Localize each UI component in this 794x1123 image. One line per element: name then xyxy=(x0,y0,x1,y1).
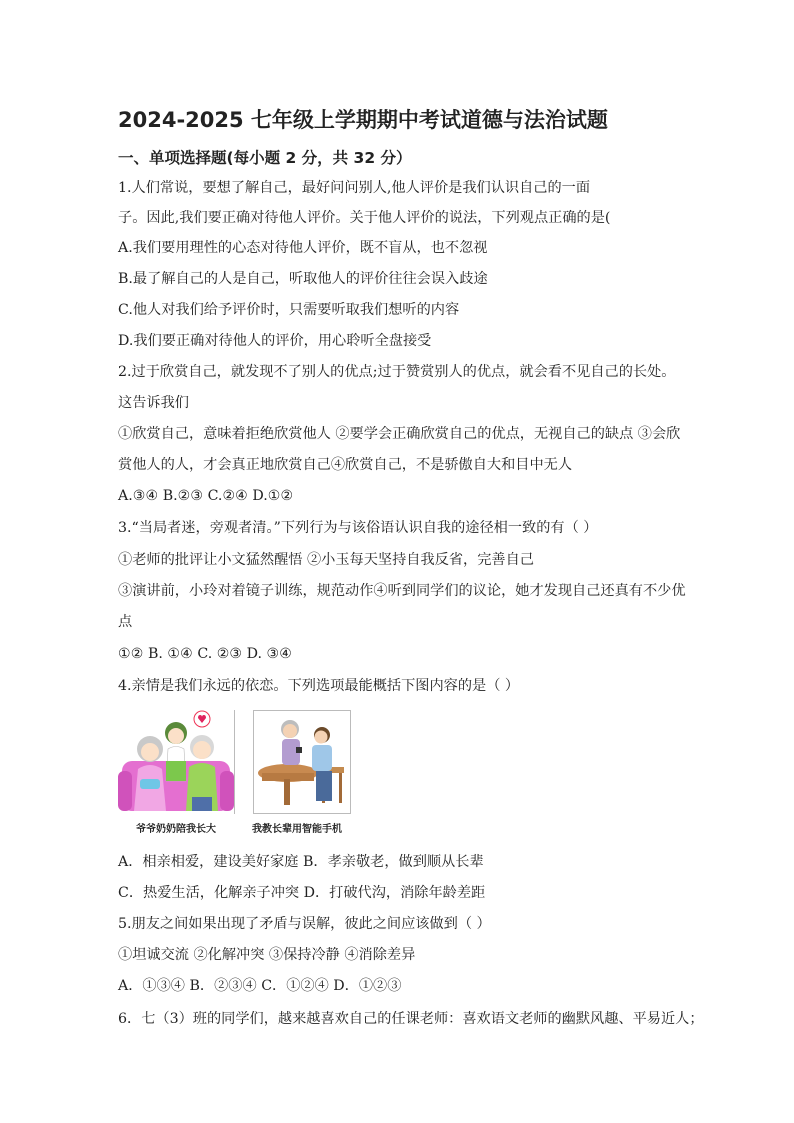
question-3-statements-1: ①老师的批评让小文猛然醒悟 ②小玉每天坚持自我反省，完善自己 xyxy=(118,552,534,568)
question-1-option-d: D.我们要正确对待他人的评价，用心聆听全盘接受 xyxy=(118,333,432,349)
question-1-line-1: 1.人们常说，要想了解自己，最好问问别人,他人评价是我们认识自己的一面 xyxy=(118,180,591,196)
question-1-option-a: A.我们要用理性的心态对待他人评价，既不盲从，也不忽视 xyxy=(118,240,488,256)
left-figure-caption: 爷爷奶奶陪我长大 xyxy=(136,824,216,835)
question-2-line-2: 这告诉我们 xyxy=(118,395,189,411)
exam-title: 2024-2025 七年级上学期期中考试道德与法治试题 xyxy=(118,108,608,132)
grandparents-illustration xyxy=(118,709,234,813)
question-5-statements: ①坦诚交流 ②化解冲突 ③保持冷静 ④消除差异 xyxy=(118,947,416,963)
right-figure-caption: 我教长辈用智能手机 xyxy=(252,824,342,835)
question-2-line-1: 2.过于欣赏自己，就发现不了别人的优点;过于赞赏别人的优点，就会看不见自己的长处。 xyxy=(118,364,676,380)
question-5-options: A．①③④ B．②③④ C．①②④ D．①②③ xyxy=(118,978,402,994)
figure-divider xyxy=(234,710,235,814)
question-6-line-1: 6．七（3）班的同学们，越来越喜欢自己的任课老师：喜欢语文老师的幽默风趣、平易近人； xyxy=(118,1011,704,1027)
question-4-options-cd: C．热爱生活，化解亲子冲突 D．打破代沟，消除年龄差距 xyxy=(118,885,486,901)
question-1-option-c: C.他人对我们给予评价时，只需要听取我们想听的内容 xyxy=(118,302,460,318)
question-1-option-b: B.最了解自己的人是自己，听取他人的评价往往会误入歧途 xyxy=(118,271,488,287)
question-3-statements-3: 点 xyxy=(118,614,133,630)
section-heading: 一、单项选择题(每小题 2 分，共 32 分） xyxy=(118,149,412,167)
question-3-statements-2: ③演讲前，小玲对着镜子训练，规范动作④听到同学们的议论，她才发现自己还真有不少优 xyxy=(118,583,686,599)
question-4-line-1: 4.亲情是我们永远的依恋。下列选项最能概括下图内容的是（ ） xyxy=(118,678,520,694)
smartphone-teaching-illustration xyxy=(254,711,350,813)
question-2-statements-2: 赏他人的人，才会真正地欣赏自己④欣赏自己，不是骄傲自大和目中无人 xyxy=(118,457,573,473)
question-3-line-1: 3.“当局者迷，旁观者清。”下列行为与该俗语认识自我的途径相一致的有（ ） xyxy=(118,520,598,536)
question-4-options-ab: A．相亲相爱，建设美好家庭 B．孝亲敬老，做到顺从长辈 xyxy=(118,854,484,870)
question-1-line-2: 子。因此,我们要正确对待他人评价。关于他人评价的说法，下列观点正确的是( xyxy=(118,210,611,226)
question-5-line-1: 5.朋友之间如果出现了矛盾与误解，彼此之间应该做到（ ） xyxy=(118,916,491,932)
question-3-options: ①② B. ①④ C. ②③ D. ③④ xyxy=(118,646,292,662)
question-2-statements-1: ①欣赏自己，意味着拒绝欣赏他人 ②要学会正确欣赏自己的优点，无视自己的缺点 ③会欣 xyxy=(118,426,681,442)
question-2-options: A.③④ B.②③ C.②④ D.①② xyxy=(118,488,294,504)
